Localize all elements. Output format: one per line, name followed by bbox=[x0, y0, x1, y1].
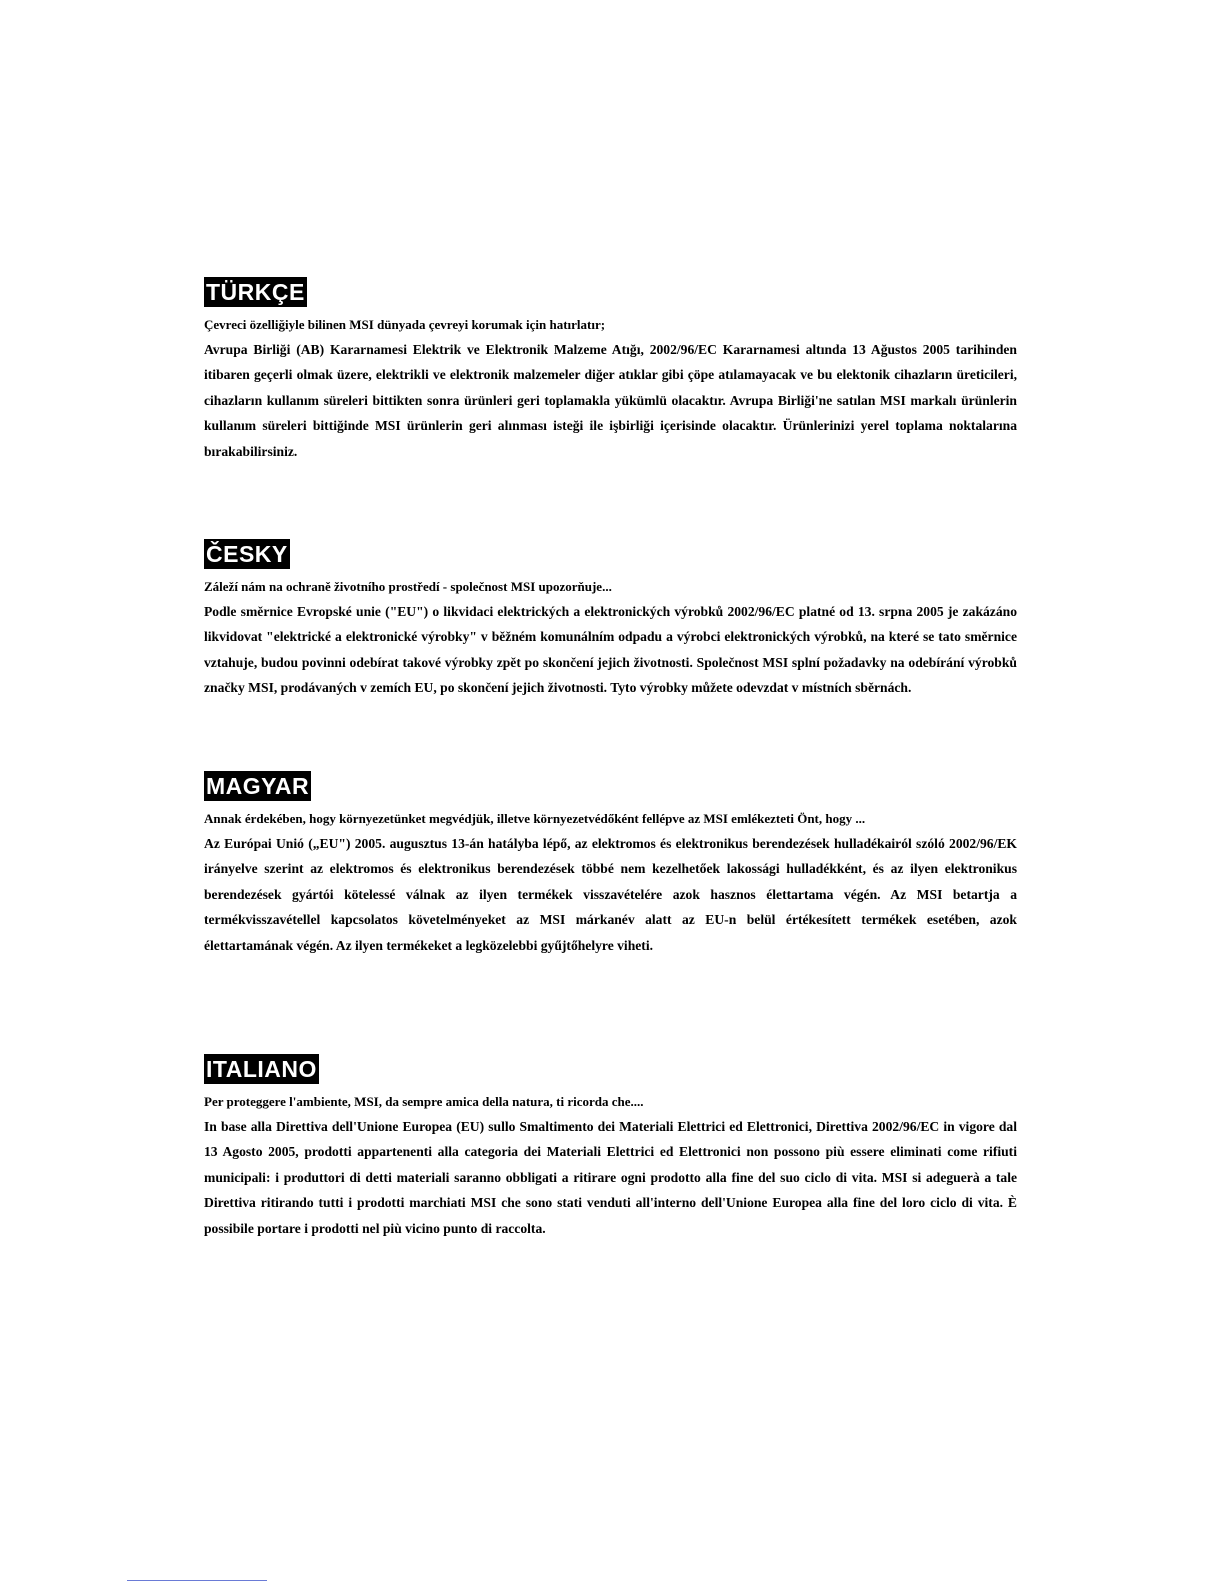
section-italiano bbox=[204, 1054, 1017, 1241]
section-body-italiano: In base alla Direttiva dell'Unione Europea (EU) sullo Smaltimento dei Materiali Elettrici ed Elettronici, Direttiva 2002/96/EC in vigore dal 13 Agosto 2005, prodotti appartenenti alla categoria dei Materiali Elettrici ed Elettronici non possono più essere eliminati come rifiuti municipali: i produttori di detti materiali saranno obbligati a ritirare ogni prodotto alla fine del suo ciclo di vita. MSI si adeguerà a tale Direttiva ritirando tutti i prodotti marchiati MSI che sono stati venduti all'interno dell'Unione Europea alla fine del loro ciclo di vita. È possibile portare i prodotti nel più vicino punto di raccolta. bbox=[204, 1119, 1017, 1236]
section-magyar bbox=[204, 771, 1017, 958]
section-heading-cesky: ČESKY bbox=[206, 541, 288, 567]
section-intro-magyar: Annak érdekében, hogy környezetünket megvédjük, illetve környezetvédőként fellépve az MSI emlékezteti Önt, hogy ... bbox=[204, 811, 866, 826]
section-heading-italiano: ITALIANO bbox=[206, 1056, 317, 1082]
section-body-cesky: Podle směrnice Evropské unie ("EU") o likvidaci elektrických a elektronických výrobků 2002/96/EC platné od 13. srpna 2005 je zakázáno likvidovat "elektrické a elektronické výrobky" v běžném komunálním odpadu a výrobci elektronických výrobků, na které se tato směrnice vztahuje, budou povinni odebírat takové výrobky zpět po skončení jejich životnosti. Společnost MSI splní požadavky na odebírání výrobků značky MSI, prodávaných v zemích EU, po skončení jejich životnosti. Tyto výrobky můžete odevzdat v místních sběrnách. bbox=[204, 604, 1017, 696]
section-cesky bbox=[204, 539, 1017, 701]
section-intro-cesky: Záleží nám na ochraně životního prostředí - společnost MSI upozorňuje... bbox=[204, 579, 612, 594]
section-intro-turkce: Çevreci özelliğiyle bilinen MSI dünyada çevreyi korumak için hatırlatır; bbox=[204, 317, 606, 332]
footer-link-underline[interactable] bbox=[127, 1580, 267, 1581]
section-body-magyar: Az Európai Unió („EU") 2005. augusztus 13-án hatályba lépő, az elektromos és elektronikus berendezések hulladékairól szóló 2002/96/EK irányelve szerint az elektromos és elektronikus berendezések többé nem kezelhetőek lakossági hulladékként, és az ilyen elektronikus berendezések gyártói kötelessé válnak az ilyen termékek visszavételére azok hasznos élettartama végén. Az MSI betartja a termékvisszavétellel kapcsolatos követelményeket az MSI márkanév alatt az EU-n belül értékesített termékek esetében, azok élettartamának végén. Az ilyen termékeket a legközelebbi gyűjtőhelyre viheti. bbox=[204, 836, 1017, 953]
section-intro-italiano: Per proteggere l'ambiente, MSI, da sempre amica della natura, ti ricorda che.... bbox=[204, 1094, 644, 1109]
section-heading-turkce: TÜRKÇE bbox=[206, 279, 305, 305]
section-body-turkce: Avrupa Birliği (AB) Kararnamesi Elektrik ve Elektronik Malzeme Atığı, 2002/96/EC Kararnamesi altında 13 Ağustos 2005 tarihinden itibaren geçerli olmak üzere, elektrikli ve elektronik malzemeler diğer atıklar gibi çöpe atılamayacak ve bu elektonik cihazların üreticileri, cihazların kullanım süreleri bittikten sonra ürünleri geri toplamakla yükümlü olacaktır. Avrupa Birliği'ne satılan MSI markalı ürünlerin kullanım süreleri bittiğinde MSI ürünlerin geri alınması isteği ile işbirliği içerisinde olacaktır. Ürünlerinizi yerel toplama noktalarına bırakabilirsiniz. bbox=[204, 342, 1017, 459]
section-heading-magyar: MAGYAR bbox=[206, 773, 310, 799]
section-turkce bbox=[204, 277, 1017, 464]
